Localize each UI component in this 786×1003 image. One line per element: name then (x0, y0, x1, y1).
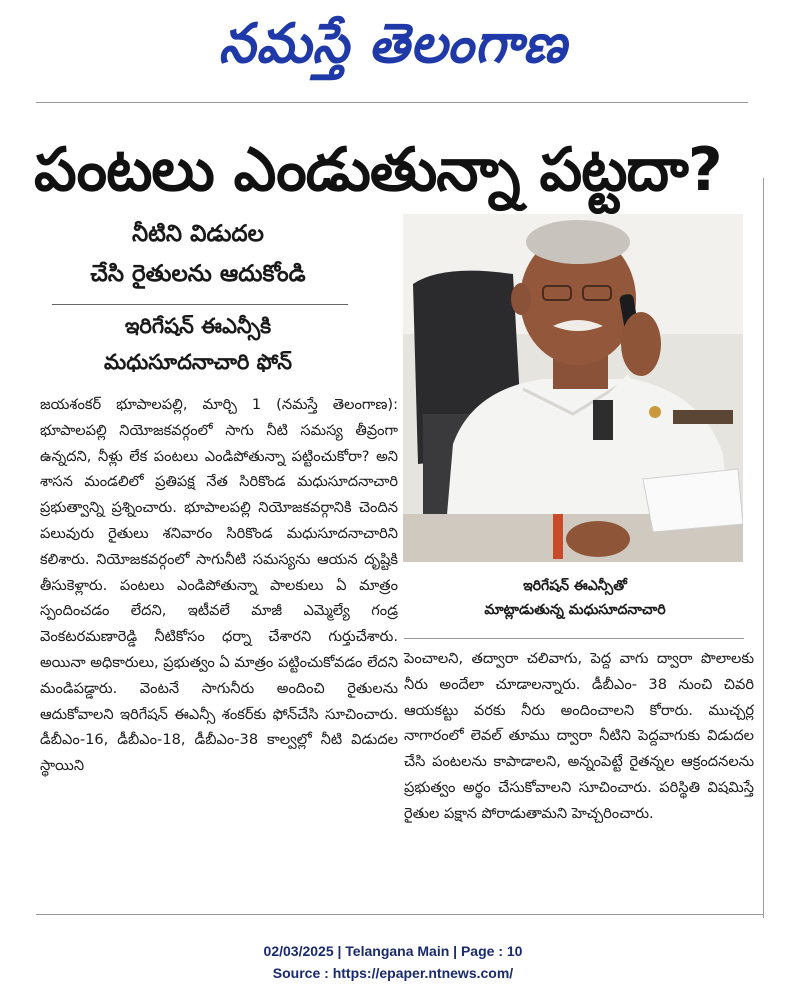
article-body-right-column (404, 646, 754, 827)
caption-divider (404, 638, 744, 639)
subheadline-divider (52, 304, 348, 305)
article-paragraph: జయశంకర్ భూపాలపల్లి, మార్చి 1 (నమస్తే తెలంగాణ): భూపాలపల్లి నియోజకవర్గంలో సాగు నీటి సమస్య తీవ్రంగా ఉన్నదని, నీళ్లు లేక పంటలు ఎండిపోతున్నా పట్టించుకోరా? అని శాసన మండలిలో ప్రతిపక్ష నేత సిరికొండ మధుసూదనాచారి ప్రభుత్వాన్ని ప్రశ్నించారు. భూపాలపల్లి నియోజకవర్గానికి చెందిన పలువురు రైతులు శనివారం సిరికొండ మధుసూదనాచారిని కలిశారు. నియోజకవర్గంలో సాగునీటి సమస్యను ఆయన దృష్టికి తీసుకెళ్లారు. పంటలు ఎండిపోతున్నా పాలకులు ఏ మాత్రం స్పందించడం లేదని, ఇటీవలే మాజీ ఎమ్మెల్యే గండ్ర వెంకటరమణారెడ్డి నీటికోసం ధర్నా చేశారని గుర్తుచేశారు. అయినా అధికారులు, ప్రభుత్వం ఏ మాత్రం పట్టించుకోవడం లేదని మండిపడ్డారు. వెంటనే సాగునీరు అందించి రైతులను ఆదుకోవాలని ఇరిగేషన్ ఈఎన్సీ శంకర్‌కు ఫోన్‌చేసి సూచించారు. డీబీఎం-16, డీబీఎం-18, డీబీఎం-38 కాల్వల్లో నీటి విడుదల స్థాయిని (40, 396, 398, 775)
masthead (0, 8, 786, 80)
subheadline-secondary (48, 308, 348, 380)
right-column-divider (763, 178, 764, 918)
footer-edition-line: 02/03/2025 | Telangana Main | Page : 10 (263, 943, 523, 959)
footer-source-line: Source : https://epaper.ntnews.com/ (272, 965, 514, 981)
photo-caption-line: ఇరిగేషన్ ఈఎన్సీతో (523, 578, 627, 594)
subheadline-secondary-line: మధుసూదనాచారి ఫోన్ (103, 350, 292, 374)
photo-illustration (403, 214, 743, 562)
subheadline-secondary-line: ఇరిగేషన్ ఈఎన్సీకి (124, 314, 272, 338)
page-footer (0, 940, 786, 984)
photo-caption-line: మాట్లాడుతున్న మధుసూదనాచారి (484, 602, 666, 618)
bottom-divider (36, 914, 764, 915)
article-body-left-column (40, 392, 398, 779)
subheadline-primary-line: నీటిని విడుదల (132, 221, 264, 247)
subheadline-primary (48, 214, 348, 294)
subheadline-primary-line: చేసి రైతులను ఆదుకోండి (90, 261, 306, 287)
newspaper-logo: నమస్తే తెలంగాణ (218, 12, 568, 76)
article-headline: పంటలు ఎండుతున్నా పట్టదా? (34, 135, 722, 205)
article-paragraph: పెంచాలని, తద్వారా చలివాగు, పెద్ద వాగు ద్వారా పొలాలకు నీరు అందేలా చూడాలన్నారు. డీబీఎం- 38 నుంచి చివరి ఆయకట్టు వరకు నీరు అందించాలని కోరారు. ముచ్చర్ల నాగారంలో లెవల్ తూము ద్వారా నీటిని పెద్దవాగుకు విడుదల చేసి పంటలను కాపాడాలని, అన్నంపెట్టే రైతన్నల ఆక్రందనలను ప్రభుత్వం అర్థం చేసుకోవాలని సూచించారు. పరిస్థితి విషమిస్తే రైతుల పక్షాన పోరాడుతామని హెచ్చరించారు. (404, 650, 754, 822)
top-divider (36, 102, 748, 103)
photo-caption (410, 574, 740, 622)
news-photo (403, 214, 743, 562)
